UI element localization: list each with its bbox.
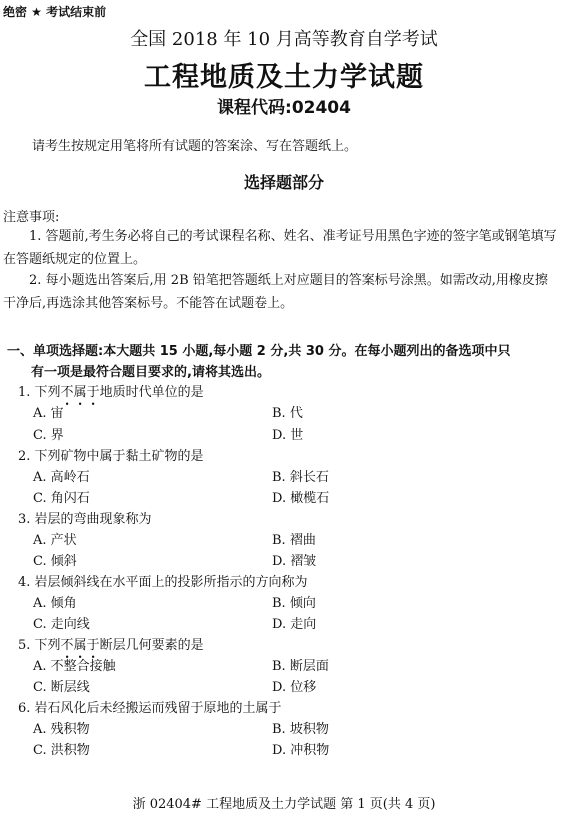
question-6-option-b: B. 坡积物	[272, 722, 329, 737]
question-2-stem: 2. 下列矿物中属于黏土矿物的是	[18, 449, 204, 464]
stem-text: 断层几何要素的是	[99, 638, 204, 653]
question-2-option-a: A. 高岭石	[33, 470, 90, 485]
part1-heading-line1: 一、单项选择题:本大题共 15 小题,每小题 2 分,共 30 分。在每小题列出的备选项中只	[7, 344, 511, 359]
course-code: 课程代码:02404	[217, 98, 351, 118]
note-item-2: 2. 每小题选出答案后,用 2B 铅笔把答题纸上对应题目的答案标号涂黑。如需改动,用橡皮擦干净后,再选涂其他答案标号。不能答在试题卷上。	[3, 273, 548, 311]
section-title: 选择题部分	[243, 173, 324, 192]
question-5-option-b: B. 断层面	[272, 659, 329, 674]
stem-emphasis: 不属于	[60, 638, 100, 653]
question-4-option-b: B. 倾向	[272, 596, 316, 611]
question-5-option-a: A. 不整合接触	[33, 659, 116, 674]
question-3-option-a: A. 产状	[33, 533, 77, 548]
question-6-stem: 6. 岩石风化后未经搬运而残留于原地的土属于	[18, 701, 282, 716]
question-5-option-c: C. 断层线	[33, 680, 90, 695]
answer-instruction: 请考生按规定用笔将所有试题的答案涂、写在答题纸上。	[32, 139, 358, 154]
question-4-option-c: C. 走向线	[33, 617, 90, 632]
stem-text: 1. 下列	[18, 385, 61, 400]
note-item-1: 1. 答题前,考生务必将自己的考试课程名称、姓名、准考证号用黑色字迹的签字笔或钢笔填写在答题纸规定的位置上。	[3, 229, 557, 267]
exam-title: 全国 2018 年 10 月高等教育自学考试	[130, 29, 438, 50]
question-2-option-c: C. 角闪石	[33, 491, 90, 506]
question-4-option-a: A. 倾角	[33, 596, 77, 611]
question-3-option-d: D. 褶皱	[272, 554, 317, 569]
question-5-option-d: D. 位移	[272, 680, 317, 695]
question-2-option-d: D. 橄榄石	[272, 491, 330, 506]
stem-text: 地质时代单位的是	[99, 385, 204, 400]
question-2-option-b: B. 斜长石	[272, 470, 329, 485]
stem-text: 5. 下列	[18, 638, 61, 653]
confidential-label: 绝密 ★ 考试结束前	[3, 5, 107, 19]
question-4-option-d: D. 走向	[272, 617, 317, 632]
question-3-option-b: B. 褶曲	[272, 533, 316, 548]
question-5-stem	[18, 634, 204, 653]
question-1-option-d: D. 世	[272, 428, 304, 443]
question-1-stem	[18, 381, 204, 400]
subject-title: 工程地质及土力学试题	[144, 62, 424, 93]
part1-heading	[7, 341, 510, 383]
notes-heading: 注意事项:	[3, 210, 60, 225]
question-1-option-a: A. 宙	[33, 406, 64, 421]
part1-heading-line2: 有一项是最符合题目要求的,请将其选出。	[31, 365, 270, 380]
question-3-stem: 3. 岩层的弯曲现象称为	[18, 512, 152, 527]
question-1-option-b: B. 代	[272, 406, 303, 421]
question-1-option-c: C. 界	[33, 428, 64, 443]
question-3-option-c: C. 倾斜	[33, 554, 77, 569]
question-4-stem: 4. 岩层倾斜线在水平面上的投影所指示的方向称为	[18, 575, 308, 590]
question-6-option-a: A. 残积物	[33, 722, 90, 737]
question-6-option-c: C. 洪积物	[33, 743, 90, 758]
stem-emphasis: 不属于	[60, 385, 100, 400]
page-footer: 浙 02404# 工程地质及土力学试题 第 1 页(共 4 页)	[132, 797, 436, 812]
question-6-option-d: D. 冲积物	[272, 743, 330, 758]
